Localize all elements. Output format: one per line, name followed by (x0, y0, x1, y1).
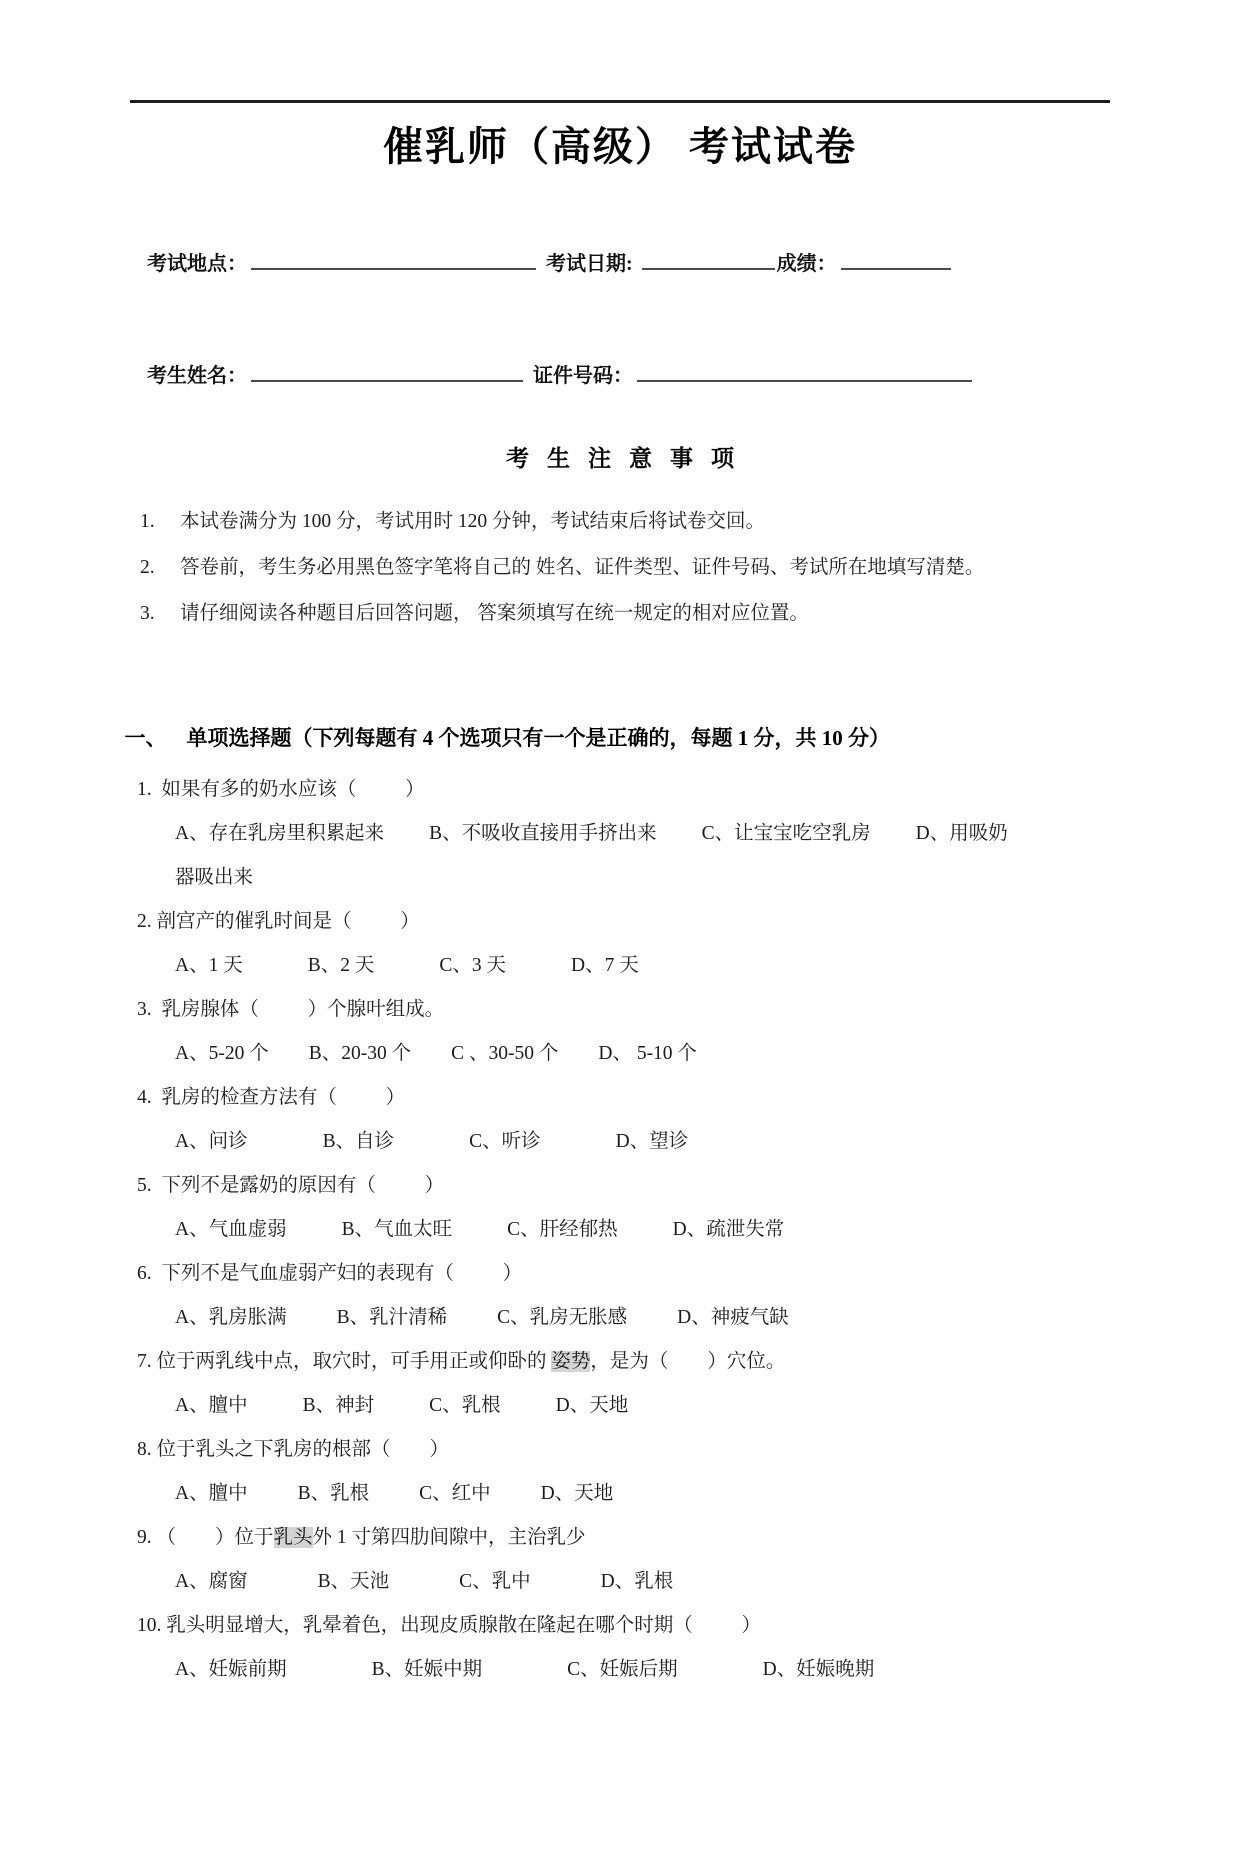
option-b: B、自诊 (322, 1131, 395, 1152)
option-a: A、存在乳房里积累起来 (175, 823, 385, 844)
notice-item-number: 3. (140, 603, 155, 624)
section-heading (114, 697, 1240, 752)
question-8 (137, 1428, 1240, 1516)
question-7 (137, 1340, 1240, 1428)
question-options (175, 944, 1240, 988)
question-1 (137, 768, 1240, 900)
notice-item-text: 答卷前，考生务必用黑色签字笔将自己的 姓名、证件类型、证件号码、考试所在地填写清楚。 (180, 557, 985, 578)
question-options (175, 1472, 1240, 1516)
exam-date-blank (642, 264, 775, 270)
question-text-pre: 5. 下列不是露奶的原因有（ ） (137, 1175, 445, 1196)
candidate-name-blank (251, 376, 523, 382)
question-text (137, 1340, 1240, 1384)
question-text (137, 1252, 1240, 1296)
notice-heading: 考生注意事项 (506, 446, 752, 471)
question-text (137, 988, 1240, 1032)
option-b: B、气血太旺 (341, 1219, 453, 1240)
option-b: B、天池 (317, 1571, 390, 1592)
exam-date-label: 考试日期: (546, 253, 633, 275)
question-options (175, 1384, 1240, 1428)
notice-item (140, 499, 1240, 545)
notice-item-number: 2. (140, 557, 155, 578)
option-d: D、用吸奶 (915, 823, 1008, 844)
option-d: D、天地 (555, 1395, 629, 1416)
option-c: C、3 天 (439, 955, 506, 976)
option-d: D、乳根 (600, 1571, 674, 1592)
option-c: C、肝经郁热 (507, 1219, 618, 1240)
option-a: A、腐窗 (175, 1571, 248, 1592)
top-rule (130, 100, 1110, 103)
question-text-pre: 2. 剖宫产的催乳时间是（ ） (137, 911, 420, 932)
notice-item-number: 1. (140, 511, 155, 532)
question-text-post: 外 1 寸第四肋间隙中，主治乳少 (312, 1527, 586, 1548)
question-10 (137, 1604, 1240, 1692)
option-b: B、神封 (302, 1395, 375, 1416)
option-a: A、5-20 个 (175, 1043, 269, 1064)
question-text-pre: 3. 乳房腺体（ ）个腺叶组成。 (137, 999, 445, 1020)
option-c: C 、30-50 个 (451, 1043, 559, 1064)
notice-item (140, 591, 1240, 637)
option-c: C、乳房无胀感 (497, 1307, 628, 1328)
question-text (137, 1516, 1240, 1560)
option-c: C、听诊 (469, 1131, 541, 1152)
option-d: D、望诊 (615, 1131, 689, 1152)
notice-item (140, 545, 1240, 591)
question-options (175, 1208, 1240, 1252)
question-text-highlight: 姿势 (551, 1351, 591, 1372)
question-text (137, 1164, 1240, 1208)
question-text-highlight: 乳头 (273, 1527, 313, 1548)
id-number-blank (637, 376, 972, 382)
candidate-info-row (137, 336, 1240, 388)
question-text (137, 1076, 1240, 1120)
score-label: 成绩： (776, 253, 837, 275)
notice-list (140, 499, 1240, 637)
option-b: B、乳汁清稀 (336, 1307, 448, 1328)
option-b: B、20-30 个 (308, 1043, 412, 1064)
option-c: C、乳中 (459, 1571, 531, 1592)
option-a: A、乳房胀满 (175, 1307, 287, 1328)
option-d: D、妊娠晚期 (762, 1659, 875, 1680)
question-3 (137, 988, 1240, 1076)
question-text (137, 1428, 1240, 1472)
question-options (175, 1032, 1240, 1076)
question-options (175, 1648, 1240, 1692)
exam-location-blank (251, 264, 536, 270)
candidate-name-label: 考生姓名： (147, 365, 247, 387)
option-c: C、妊娠后期 (567, 1659, 678, 1680)
question-4 (137, 1076, 1240, 1164)
exam-info-row (137, 224, 1240, 276)
section-title: 单项选择题（下列每题有 4 个选项只有一个是正确的，每题 1 分，共 10 分） (186, 726, 890, 750)
question-text-pre: 1. 如果有多的奶水应该（ ） (137, 779, 425, 800)
question-text-pre: 4. 乳房的检查方法有（ ） (137, 1087, 406, 1108)
question-6 (137, 1252, 1240, 1340)
question-text (137, 900, 1240, 944)
option-d: D、神疲气缺 (677, 1307, 789, 1328)
notice-item-text: 本试卷满分为 100 分，考试用时 120 分钟，考试结束后将试卷交回。 (180, 511, 766, 532)
option-c: C、乳根 (429, 1395, 501, 1416)
option-a: A、1 天 (175, 955, 243, 976)
question-text-post: ，是为（ ）穴位。 (590, 1351, 786, 1372)
option-d: D、7 天 (571, 955, 639, 976)
option-a: A、膻中 (175, 1483, 248, 1504)
option-b: B、乳根 (297, 1483, 370, 1504)
question-text-pre: 9. （ ）位于 (137, 1527, 274, 1548)
id-number-label: 证件号码： (533, 365, 633, 387)
option-a: A、气血虚弱 (175, 1219, 287, 1240)
question-options (175, 812, 1240, 856)
question-options (175, 1296, 1240, 1340)
score-blank (841, 264, 951, 270)
question-text (137, 768, 1240, 812)
question-options (175, 1120, 1240, 1164)
option-a: A、问诊 (175, 1131, 248, 1152)
question-text (137, 1604, 1240, 1648)
option-b: B、不吸收直接用手挤出来 (429, 823, 657, 844)
option-d: D、天地 (540, 1483, 614, 1504)
question-list (137, 768, 1240, 1692)
question-text-pre: 8. 位于乳头之下乳房的根部（ ） (137, 1439, 450, 1460)
option-a: A、膻中 (175, 1395, 248, 1416)
question-9 (137, 1516, 1240, 1604)
page-title: 催乳师（高级） 考试试卷 (383, 124, 857, 169)
option-b: B、2 天 (307, 955, 375, 976)
option-b: B、妊娠中期 (371, 1659, 483, 1680)
option-c: C、红中 (419, 1483, 491, 1504)
option-c: C、让宝宝吃空乳房 (701, 823, 871, 844)
option-d: D、疏泄失常 (672, 1219, 785, 1240)
exam-location-label: 考试地点： (147, 253, 247, 275)
question-text-pre: 10. 乳头明显增大，乳晕着色，出现皮质腺散在隆起在哪个时期（ ） (137, 1615, 762, 1636)
option-d: D、 5-10 个 (598, 1043, 697, 1064)
question-options (175, 1560, 1240, 1604)
section-number: 一、 (124, 726, 167, 750)
option-d-continuation: 器吸出来 (175, 867, 254, 888)
option-a: A、妊娠前期 (175, 1659, 287, 1680)
question-text-pre: 7. 位于两乳线中点，取穴时，可手用正或仰卧的 (137, 1351, 552, 1372)
question-5 (137, 1164, 1240, 1252)
question-text-pre: 6. 下列不是气血虚弱产妇的表现有（ ） (137, 1263, 523, 1284)
notice-item-text: 请仔细阅读各种题目后回答问题， 答案须填写在统一规定的相对应位置。 (180, 603, 809, 624)
question-2 (137, 900, 1240, 988)
